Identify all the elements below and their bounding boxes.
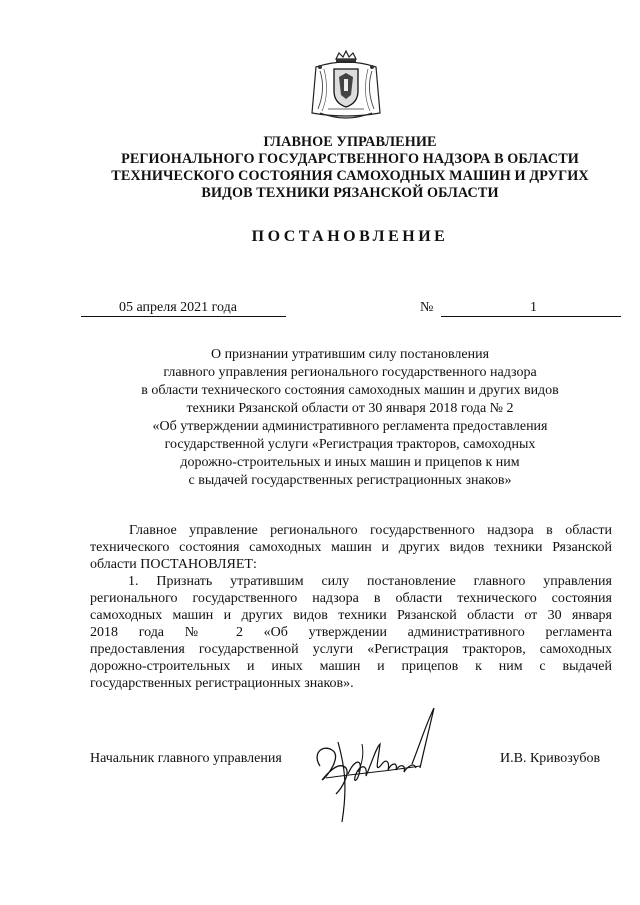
number-label: №: [420, 300, 434, 315]
item-line: регионального государственного надзора в области технического состояния: [90, 591, 612, 606]
org-line: ВИДОВ ТЕХНИКИ РЯЗАНСКОЙ ОБЛАСТИ: [201, 185, 499, 201]
subject-line: «Об утверждении административного регламента предоставления: [152, 419, 548, 434]
item-line: предоставления государственной услуги «Регистрация тракторов, самоходных: [90, 642, 612, 657]
item-line: дорожно-строительных и иных машин и прицепов к ним с выдачей: [90, 659, 612, 674]
subject-line: главного управления регионального государственного надзора: [163, 365, 537, 380]
item-line: государственных регистрационных знаков».: [90, 676, 354, 691]
document-type-title: ПОСТАНОВЛЕНИЕ: [251, 228, 449, 245]
signatory-name: И.В. Кривозубов: [500, 751, 601, 766]
number-value: 1: [530, 300, 537, 315]
item-line: самоходных машин и других видов техники Рязанской области от 30 января: [90, 608, 612, 623]
signatory-role: Начальник главного управления: [90, 751, 282, 766]
organization-heading: [40, 134, 640, 202]
coat-of-arms-emblem: [306, 49, 386, 125]
org-line: РЕГИОНАЛЬНОГО ГОСУДАРСТВЕННОГО НАДЗОРА В ОБЛАСТИ: [121, 151, 579, 167]
preamble-line: Главное управление регионального государственного надзора в области: [129, 523, 612, 538]
handwritten-signature: [302, 704, 442, 826]
subject-line: О признании утратившим силу постановления: [210, 347, 490, 362]
item-line: 1. Признать утратившим силу постановление главного управления: [128, 574, 612, 589]
subject-line: техники Рязанской области от 30 января 2018 года № 2: [186, 401, 514, 416]
date-field: [81, 300, 286, 317]
preamble-line: области ПОСТАНОВЛЯЕТ:: [90, 557, 257, 572]
subject-line: дорожно-строительных и иных машин и прицепов к ним: [180, 455, 520, 470]
date-value: 05 апреля 2021 года: [119, 300, 237, 315]
item-line: 2018 года № 2 «Об утверждении административного регламента: [90, 625, 612, 640]
document-body: [90, 522, 612, 692]
org-line: ТЕХНИЧЕСКОГО СОСТОЯНИЯ САМОХОДНЫХ МАШИН И ДРУГИХ: [111, 168, 589, 184]
number-field: [441, 300, 621, 317]
preamble-line: технического состояния самоходных машин и других видов техники Рязанской: [90, 540, 612, 555]
subject-line: государственной услуги «Регистрация тракторов, самоходных: [164, 437, 536, 452]
org-line: ГЛАВНОЕ УПРАВЛЕНИЕ: [263, 134, 437, 150]
document-subject: [60, 346, 640, 490]
subject-line: в области технического состояния самоходных машин и других видов: [141, 383, 559, 398]
subject-line: с выдачей государственных регистрационных знаков»: [188, 473, 512, 488]
